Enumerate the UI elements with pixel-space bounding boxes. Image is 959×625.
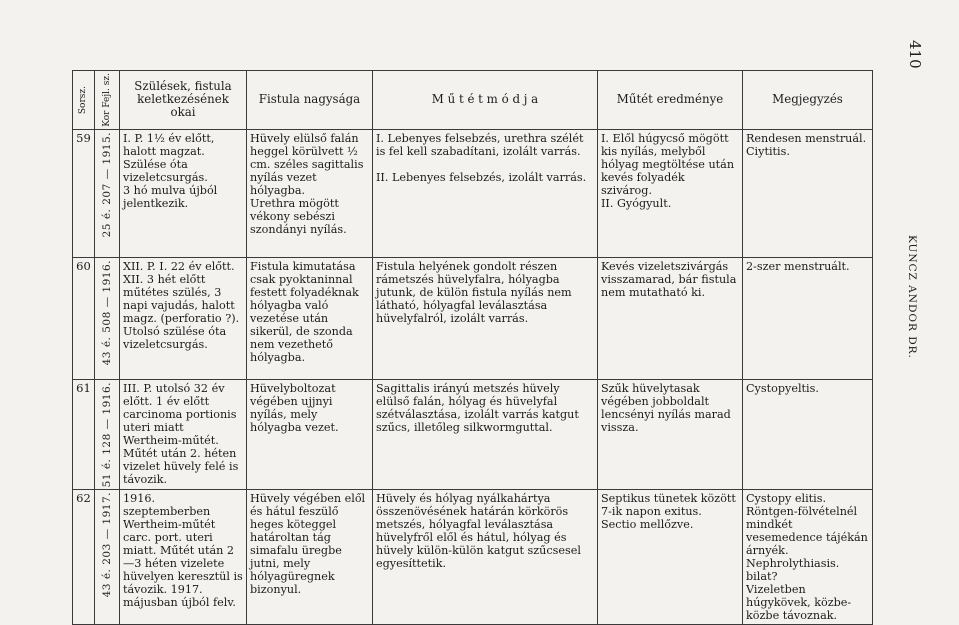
size-cell: Fistula kimutatása csak pyoktaninnal festett folyadéknak hólyagba való vezetése után sikerül, de szonda nem vezethető hólyagba. [247, 257, 373, 379]
case-number: 62 [73, 490, 95, 625]
table-row [73, 257, 873, 379]
header-method: M ű t é t m ó d j a [373, 71, 598, 130]
notes-cell: Cystopyeltis. [743, 379, 873, 489]
size-cell: Hüvely elülső falán heggel körülvett ½ cm. széles sagittalis nyílás vezet hólyagba. Urethra mögött vékony sebészi szondányi nyílás. [247, 129, 373, 257]
size-cell: Hüvely végében elől és hátul feszülő heges köteggel határoltan tág simafalu üregbe jutni, mely hólyagüregnek bizonyul. [247, 490, 373, 625]
table-row [73, 490, 873, 625]
method-cell: Hüvely és hólyag nyálkahártya összenövésének határán körkörös metszés, hólyagfal leválasztása hüvelyfről elől és hátul, hólyag és hüvely külön-külön katgut szűcsesel egyesíttetik. [373, 490, 598, 625]
header-result: Műtét eredménye [598, 71, 743, 130]
case-number: 60 [73, 257, 95, 379]
result-cell: Kevés vizeletszivárgás visszamarad, bár fistula nem mutatható ki. [598, 257, 743, 379]
result-cell: Szűk hüvelytasak végében jobboldalt lencsényi nyílás marad vissza. [598, 379, 743, 489]
births-cell: XII. P. I. 22 év előtt. XII. 3 hét előtt műtétes szülés, 3 napi vajudás, halott magz. (perforatio ?). Utolsó szülése óta vizeletcsurgás. [120, 257, 247, 379]
case-number: 61 [73, 379, 95, 489]
notes-cell: 2-szer menstruált. [743, 257, 873, 379]
table-row [73, 129, 873, 257]
page-number: 410 [906, 40, 924, 69]
header-size: Fistula nagysága [247, 71, 373, 130]
running-head-author: KUNCZ ANDOR DR. [906, 235, 918, 359]
births-cell: 1916. szeptemberben Wertheim-műtét carc. port. uteri miatt. Műtét után 2—3 héten vizelete hüvelyen keresztül is távozik. 1917. májusban újból felv. [120, 490, 247, 625]
births-cell: III. P. utolsó 32 év előtt. 1 év előtt carcinoma portionis uteri miatt Wertheim-műtét. Műtét után 2. héten vizelet hüvely felé is távozik. [120, 379, 247, 489]
table-row [73, 379, 873, 489]
case-number: 59 [73, 129, 95, 257]
method-cell: Sagittalis irányú metszés hüvely elülső falán, hólyag és hüvelyfal szétválasztása, izolált varrás katgut szűcs, illetőleg silkwormguttal. [373, 379, 598, 489]
header-births: Szülések, fistula keletkezésének okai [120, 71, 247, 130]
header-no: Sorsz. [73, 71, 95, 130]
case-id: 25 é. 207 — 1915. [95, 129, 120, 257]
case-table [72, 70, 873, 625]
result-cell: Septikus tünetek között 7-ik napon exitus. Sectio mellőzve. [598, 490, 743, 625]
case-id: 51 é. 128 — 1916. [95, 379, 120, 489]
notes-cell: Cystopy elitis. Röntgen-fölvételnél mindkét vesemedence tájékán árnyék. Nephrolythiasis. bilat? Vizeletben húgykövek, közbe-közbe távoznak. [743, 490, 873, 625]
case-id: 43 é. 508 — 1916. [95, 257, 120, 379]
header-row [73, 71, 873, 130]
size-cell: Hüvelyboltozat végében ujjnyi nyílás, mely hólyagba vezet. [247, 379, 373, 489]
notes-cell: Rendesen menstruál. Ciytitis. [743, 129, 873, 257]
result-cell: I. Elől húgycső mögött kis nyílás, melyből hólyag megtöltése után kevés folyadék szivárog. II. Gyógyult. [598, 129, 743, 257]
method-cell: Fistula helyének gondolt részen rámetszés hüvelyfalra, hólyagba jutunk, de külön fistula nyílás nem látható, hólyagfal leválasztása hüvelyfalról, izolált varrás. [373, 257, 598, 379]
header-notes: Megjegyzés [743, 71, 873, 130]
case-id: 43 é. 203 — 1917. [95, 490, 120, 625]
births-cell: I. P. 1½ év előtt, halott magzat. Szülése óta vizeletcsurgás. 3 hó mulva újból jelentkezik. [120, 129, 247, 257]
method-cell: I. Lebenyes felsebzés, urethra szélét is fel kell szabadítani, izolált varrás. II. Lebenyes felsebzés, izolált varrás. [373, 129, 598, 257]
header-age: Kor Fejl. sz. [95, 71, 120, 130]
